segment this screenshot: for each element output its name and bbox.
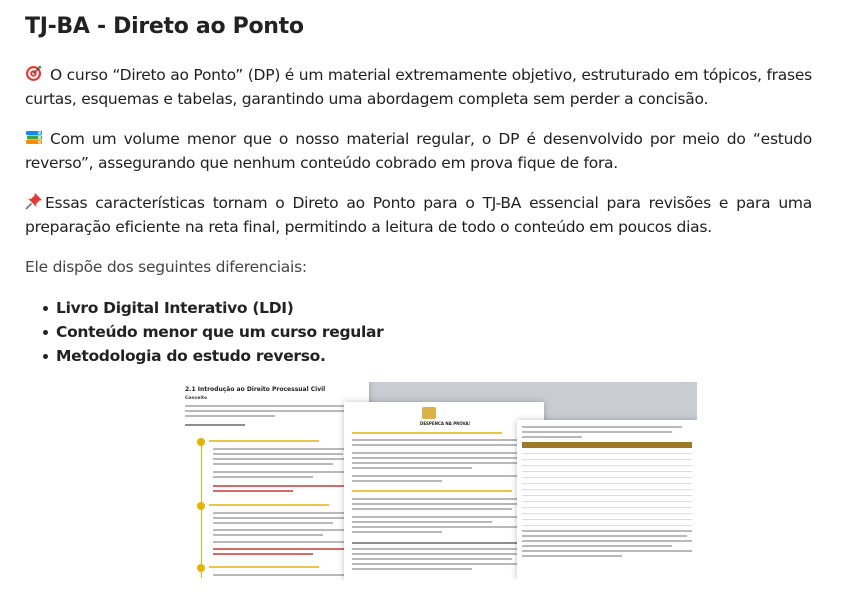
warning-badge-icon: [422, 407, 436, 419]
feature-item: Livro Digital Interativo (LDI): [25, 296, 384, 320]
preview-sheet-1-subtitle: Conceito: [185, 396, 208, 401]
paragraph-2: [25, 127, 812, 175]
material-preview-image: [179, 382, 697, 580]
feature-item: Metodologia do estudo reverso.: [25, 344, 384, 368]
features-intro: Ele dispõe dos seguintes diferenciais:: [25, 258, 307, 276]
target-emoji-icon: [25, 66, 44, 82]
preview-sheet-1-title: 2.1 Introdução ao Direito Processual Civil: [185, 386, 326, 393]
feature-item: Conteúdo menor que um curso regular: [25, 320, 384, 344]
page-title: TJ-BA - Direto ao Ponto: [25, 14, 304, 39]
preview-sheet-2-title: DESPENCA NA PROVA!: [420, 421, 471, 426]
paragraph-3: [25, 191, 812, 239]
features-list: [25, 296, 384, 368]
preview-sheet-3: [517, 420, 697, 580]
preview-sheet-2: [344, 402, 544, 580]
paragraph-1-text: O curso “Direto ao Ponto” (DP) é um material extremamente objetivo, estruturado em tópicos, frases curtas, esquemas e tabelas, garantindo uma abordagem completa sem perder a concisão.: [25, 66, 812, 108]
books-emoji-icon: [25, 130, 44, 146]
pushpin-emoji-icon: [25, 194, 44, 210]
paragraph-3-text: Essas características tornam o Direto ao Ponto para o TJ-BA essencial para revisões e para uma preparação eficiente na reta final, permitindo a leitura de todo o conteúdo em poucos dias.: [25, 194, 812, 236]
preview-sheet-1: [179, 382, 369, 580]
paragraph-2-text: Com um volume menor que o nosso material regular, o DP é desenvolvido por meio do “estudo reverso”, assegurando que nenhum conteúdo cobrado em prova fique de fora.: [25, 130, 812, 172]
paragraph-1: [25, 63, 812, 111]
